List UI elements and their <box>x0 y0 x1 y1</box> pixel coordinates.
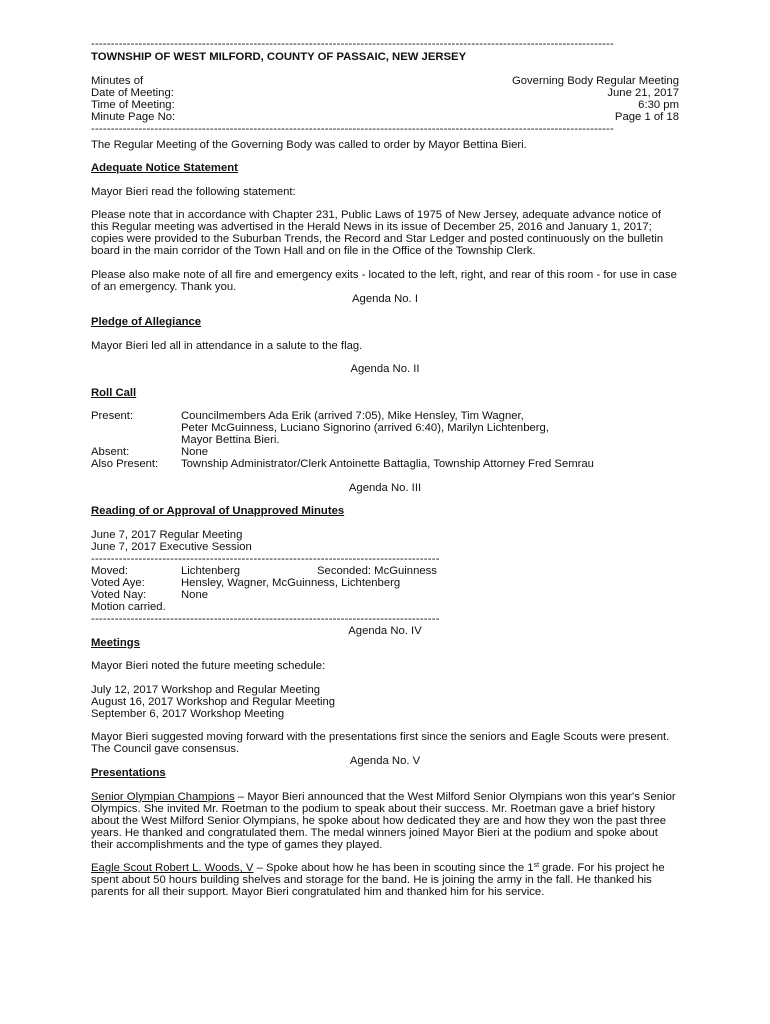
motion-nay <box>91 589 679 601</box>
olympians-title: Senior Olympian Champions <box>91 790 235 803</box>
meeting-item: August 16, 2017 Workshop and Regular Meeting <box>91 695 336 708</box>
roll-label: Present: <box>91 410 134 422</box>
motion-result: Motion carried. <box>91 600 166 613</box>
roll-also-present <box>91 458 679 470</box>
motion-value: Lichtenberg <box>181 564 241 577</box>
header-label: Date of Meeting: <box>91 86 174 99</box>
agenda-number: Agenda No. IV <box>348 624 422 637</box>
header-label: Minute Page No: <box>91 110 176 123</box>
motion-label: Voted Aye: <box>91 576 145 589</box>
meetings-intro: Mayor Bieri noted the future meeting schedule: <box>91 660 326 672</box>
roll-line: Mayor Bettina Bieri. <box>181 434 280 446</box>
motion-aye <box>91 577 679 589</box>
header-label: Time of Meeting: <box>91 98 175 111</box>
agenda-number: Agenda No. III <box>348 481 422 494</box>
minutes-document <box>91 38 679 898</box>
header-row <box>91 87 679 99</box>
meeting-item: September 6, 2017 Workshop Meeting <box>91 707 285 720</box>
roll-present-list <box>181 410 679 446</box>
roll-call-heading: Roll Call <box>91 386 137 399</box>
scout-title: Eagle Scout Robert L. Woods, V <box>91 862 254 874</box>
roll-value: Township Administrator/Clerk Antoinette Battaglia, Township Attorney Fred Semrau <box>181 458 594 470</box>
header-label: Minutes of <box>91 74 144 87</box>
header-value: 6:30 pm <box>638 98 679 111</box>
motion-top-rule: ---------------------------------------------------------------------------------------- <box>91 552 440 565</box>
motion-value: None <box>181 588 209 601</box>
header-value: Governing Body Regular Meeting <box>511 74 679 87</box>
roll-value: None <box>181 446 209 458</box>
motion-label: Voted Nay: <box>91 588 147 601</box>
pledge-heading: Pledge of Allegiance <box>91 316 202 328</box>
header-bottom-rule: ------------------------------------------------------------------------------------------------------------------------------------ <box>91 122 614 135</box>
notice-intro: Mayor Bieri read the following statement: <box>91 185 296 198</box>
motion-label: Moved: <box>91 564 129 577</box>
meeting-header <box>91 75 679 123</box>
pledge-text: Mayor Bieri led all in attendance in a salute to the flag. <box>91 339 363 352</box>
header-row <box>91 99 679 111</box>
roll-label: Absent: <box>91 446 130 458</box>
roll-present <box>91 410 679 446</box>
roll-label: Also Present: <box>91 458 159 470</box>
motion-moved <box>91 565 679 577</box>
olympians-text: – Mayor Bieri announced that the West Milford Senior Olympians won this year's Senior Olympics. She invited Mr. Roetman to the podium to speak about their success. Mr. Roetman gave a brief history about the West Milford Senior Olympians, he spoke about how dedicated they are and how they won the past three years. He thanked and congratulated them. The medal winners joined Mayor Bieri at the podium and spoke about their accomplishments and the type of games they played. <box>91 790 676 851</box>
roll-absent <box>91 446 679 458</box>
minutes-heading: Reading of or Approval of Unapproved Minutes <box>91 505 345 517</box>
top-rule: ------------------------------------------------------------------------------------------------------------------------------------ <box>91 38 614 50</box>
agenda-number: Agenda No. II <box>350 363 420 375</box>
header-value: June 21, 2017 <box>607 86 679 99</box>
emergency-paragraph: Please also make note of all fire and emergency exits - located to the left, right, and rear of this room - for use in case of an emergency. Thank you. <box>91 268 677 293</box>
motion-bottom-rule: ---------------------------------------------------------------------------------------- <box>91 612 440 625</box>
scout-text: – Spoke about how he has been in scouting since the 1 <box>253 862 534 874</box>
scout-text-continued: grade. For his project he spent about 50 hours building shelves and storage for the band. He is joining the army in the fall. He thanked his parents for all their support. Mayor Bieri congratulated him and thanked him for his service. <box>91 862 665 898</box>
header-row <box>91 75 679 87</box>
meetings-heading: Meetings <box>91 636 140 649</box>
notice-paragraph: Please note that in accordance with Chapter 231, Public Laws of 1975 of New Jersey, adequate advance notice of this Regular meeting was advertised in the Herald News in its issue of December 25, 2016 and January 1, 2017; copies were provided to the Suburban Trends, the Record and Star Ledger and posted continuously on the bulletin board in the main corridor of the Town Hall and on file in the Office of the Township Clerk. <box>91 209 664 257</box>
scout-paragraph <box>91 862 679 898</box>
motion-value: Hensley, Wagner, McGuinness, Lichtenberg <box>181 576 401 589</box>
notice-heading: Adequate Notice Statement <box>91 162 238 174</box>
olympians-paragraph <box>91 791 679 851</box>
header-row <box>91 111 679 123</box>
minutes-item: June 7, 2017 Executive Session <box>91 540 252 553</box>
motion-seconded: Seconded: McGuinness <box>317 564 437 577</box>
agenda-number: Agenda No. V <box>349 755 421 767</box>
header-value: Page 1 of 18 <box>614 110 679 123</box>
meeting-item: July 12, 2017 Workshop and Regular Meeting <box>91 683 321 696</box>
presentations-heading: Presentations <box>91 767 166 779</box>
meetings-note: Mayor Bieri suggested moving forward with the presentations first since the seniors and Eagle Scouts were present. The Council gave consensus. <box>91 731 670 755</box>
ordinal-suffix: st <box>533 862 540 869</box>
roll-line: Peter McGuinness, Luciano Signorino (arrived 6:40), Marilyn Lichtenberg, <box>181 422 549 434</box>
agenda-number: Agenda No. I <box>352 292 418 305</box>
call-to-order: The Regular Meeting of the Governing Body was called to order by Mayor Bettina Bieri. <box>91 138 527 151</box>
roll-line: Councilmembers Ada Erik (arrived 7:05), Mike Hensley, Tim Wagner, <box>181 410 524 422</box>
document-title: TOWNSHIP OF WEST MILFORD, COUNTY OF PASSAIC, NEW JERSEY <box>91 51 467 63</box>
minutes-item: June 7, 2017 Regular Meeting <box>91 528 243 541</box>
